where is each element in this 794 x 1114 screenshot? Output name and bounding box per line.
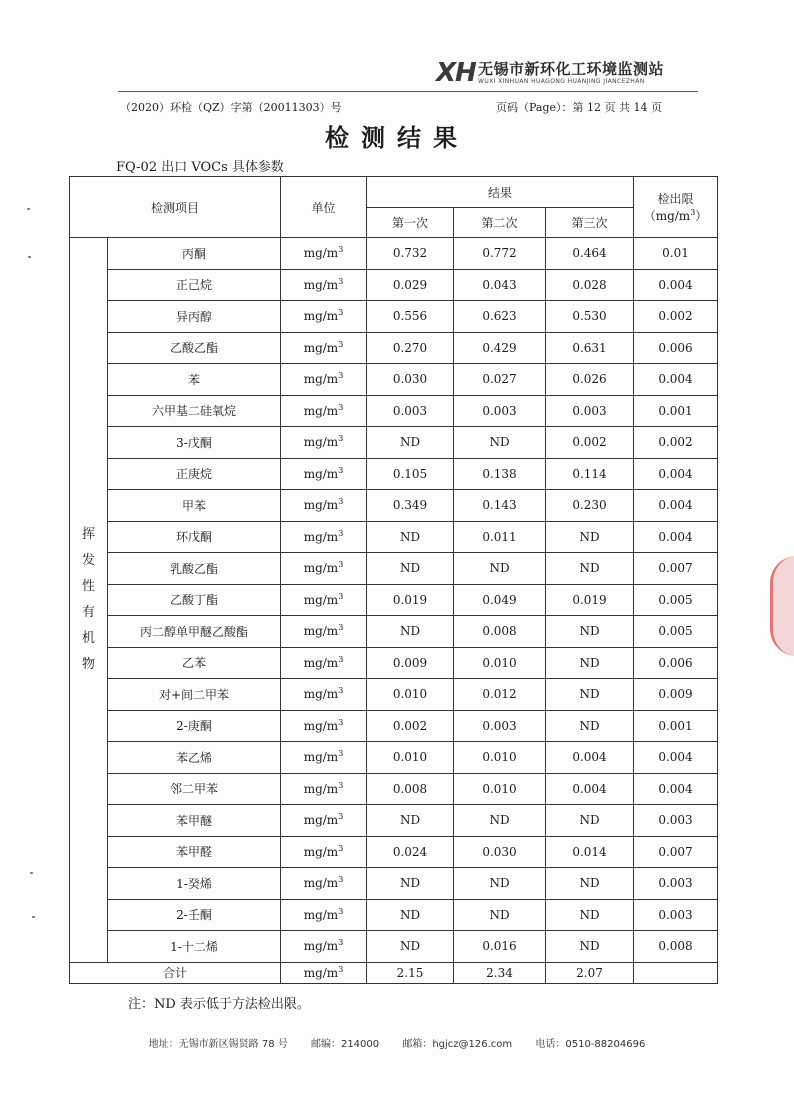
table-row	[70, 710, 718, 742]
compound-name: 正己烷	[108, 269, 281, 301]
result-run-2: 2.34	[454, 962, 546, 983]
detection-limit: 0.004	[634, 364, 718, 396]
detection-limit: 0.005	[634, 584, 718, 616]
footnote: 注：ND 表示低于方法检出限。	[128, 997, 310, 1012]
result-run-2: 0.011	[454, 521, 546, 553]
header-limit-close: ）	[695, 209, 708, 223]
unit-exponent: 3	[338, 402, 344, 412]
compound-name: 甲苯	[108, 490, 281, 522]
compound-name: 苯甲醛	[108, 836, 281, 868]
unit-base: mg/m	[303, 561, 339, 576]
unit-exponent: 3	[338, 560, 344, 570]
result-run-2: 0.138	[454, 458, 546, 490]
compound-name: 2-庚酮	[108, 710, 281, 742]
unit-cell	[281, 364, 367, 396]
unit-exponent: 3	[338, 875, 344, 885]
unit-exponent: 3	[338, 497, 344, 507]
result-run-2: ND	[454, 427, 546, 459]
compound-name: 乙酸丁酯	[108, 584, 281, 616]
table-row	[70, 332, 718, 364]
detection-limit: 0.004	[634, 742, 718, 774]
detection-limit: 0.006	[634, 332, 718, 364]
company-logo	[436, 48, 716, 92]
result-run-3: ND	[546, 868, 634, 900]
detection-limit: 0.002	[634, 301, 718, 333]
result-run-2: 0.623	[454, 301, 546, 333]
category-cell	[70, 238, 108, 963]
table-row	[70, 427, 718, 459]
result-run-1: 0.009	[367, 647, 454, 679]
result-run-3: 0.530	[546, 301, 634, 333]
result-run-2: 0.003	[454, 710, 546, 742]
result-run-1: 0.010	[367, 679, 454, 711]
detection-limit: 0.002	[634, 427, 718, 459]
result-run-2: ND	[454, 899, 546, 931]
table-row	[70, 931, 718, 963]
header-run-2: 第二次	[454, 208, 546, 238]
unit-base: mg/m	[303, 939, 339, 954]
unit-exponent: 3	[338, 339, 344, 349]
detection-limit: 0.004	[634, 521, 718, 553]
unit-exponent: 3	[338, 964, 344, 974]
result-run-1: ND	[367, 616, 454, 648]
table-row	[70, 805, 718, 837]
page-title: 检测结果	[325, 123, 469, 152]
unit-cell	[281, 899, 367, 931]
result-run-3: ND	[546, 805, 634, 837]
compound-name: 1-十二烯	[108, 931, 281, 963]
unit-cell	[281, 238, 367, 270]
scan-speck	[30, 872, 33, 874]
company-name: 无锡市新环化工环境监测站	[478, 60, 665, 78]
table-row	[70, 899, 718, 931]
detection-limit: 0.001	[634, 395, 718, 427]
unit-base: mg/m	[303, 466, 339, 481]
unit-exponent: 3	[338, 843, 344, 853]
result-run-2: 0.429	[454, 332, 546, 364]
table-row	[70, 616, 718, 648]
result-run-1: 0.105	[367, 458, 454, 490]
result-run-1: 0.349	[367, 490, 454, 522]
result-run-3: ND	[546, 899, 634, 931]
compound-name: 六甲基二硅氧烷	[108, 395, 281, 427]
footer-address: 地址：无锡市新区锡贤路 78 号	[148, 1039, 288, 1050]
unit-exponent: 3	[338, 686, 344, 696]
detection-limit: 0.001	[634, 710, 718, 742]
unit-base: mg/m	[303, 498, 339, 513]
result-run-3: 0.019	[546, 584, 634, 616]
unit-base: mg/m	[303, 435, 339, 450]
compound-name: 乳酸乙酯	[108, 553, 281, 585]
unit-cell	[281, 458, 367, 490]
result-run-1: 0.019	[367, 584, 454, 616]
compound-name: 对+间二甲苯	[108, 679, 281, 711]
unit-cell	[281, 553, 367, 585]
unit-base: mg/m	[303, 687, 339, 702]
result-run-3: 0.004	[546, 742, 634, 774]
unit-cell	[281, 931, 367, 963]
table-row	[70, 238, 718, 270]
table-row	[70, 647, 718, 679]
result-run-1: 0.002	[367, 710, 454, 742]
unit-base: mg/m	[303, 277, 339, 292]
result-run-3: ND	[546, 616, 634, 648]
footer-phone: 电话：0510-88204696	[535, 1039, 646, 1050]
table-row	[70, 364, 718, 396]
table-row	[70, 521, 718, 553]
header-divider	[118, 91, 698, 92]
result-run-1: 0.008	[367, 773, 454, 805]
header-run-3: 第三次	[546, 208, 634, 238]
unit-base: mg/m	[303, 907, 339, 922]
result-run-1: ND	[367, 868, 454, 900]
table-row	[70, 458, 718, 490]
result-run-2: 0.003	[454, 395, 546, 427]
result-run-1: ND	[367, 931, 454, 963]
table-subtitle: FQ-02 出口 VOCs 具体参数	[116, 160, 284, 175]
page-info: 页码（Page）：第 12 页 共 14 页	[496, 101, 662, 114]
result-run-2: 0.010	[454, 742, 546, 774]
unit-exponent: 3	[338, 434, 344, 444]
table-row	[70, 584, 718, 616]
unit-base: mg/m	[303, 965, 339, 980]
unit-base: mg/m	[303, 876, 339, 891]
table-header-row	[70, 177, 718, 208]
result-run-1: ND	[367, 899, 454, 931]
unit-cell	[281, 616, 367, 648]
unit-exponent: 3	[338, 717, 344, 727]
unit-base: mg/m	[303, 340, 339, 355]
unit-cell	[281, 301, 367, 333]
detection-limit: 0.007	[634, 836, 718, 868]
unit-cell	[281, 742, 367, 774]
result-run-3: 0.114	[546, 458, 634, 490]
result-run-3: 0.028	[546, 269, 634, 301]
header-run-1: 第一次	[367, 208, 454, 238]
unit-cell	[281, 647, 367, 679]
result-run-2: ND	[454, 868, 546, 900]
table-row	[70, 269, 718, 301]
unit-base: mg/m	[303, 750, 339, 765]
unit-cell	[281, 805, 367, 837]
unit-exponent: 3	[338, 654, 344, 664]
detection-limit: 0.004	[634, 773, 718, 805]
compound-name: 正庚烷	[108, 458, 281, 490]
unit-exponent: 3	[338, 245, 344, 255]
unit-base: mg/m	[303, 624, 339, 639]
unit-exponent: 3	[338, 780, 344, 790]
report-number: （2020）环检（QZ）字第（20011303）号	[120, 101, 342, 114]
detection-limit: 0.004	[634, 269, 718, 301]
category-label: 挥发性有机物	[81, 526, 95, 672]
detection-limit: 0.004	[634, 490, 718, 522]
unit-exponent: 3	[338, 591, 344, 601]
table-row	[70, 773, 718, 805]
result-run-3: ND	[546, 647, 634, 679]
detection-limit: 0.009	[634, 679, 718, 711]
unit-cell	[281, 584, 367, 616]
unit-cell	[281, 868, 367, 900]
results-table	[69, 176, 718, 984]
result-run-3: ND	[546, 521, 634, 553]
header-unit: 单位	[281, 177, 367, 238]
compound-name: 异丙醇	[108, 301, 281, 333]
result-run-1: ND	[367, 521, 454, 553]
compound-name: 环戊酮	[108, 521, 281, 553]
detection-limit: 0.004	[634, 458, 718, 490]
result-run-3: 0.014	[546, 836, 634, 868]
unit-exponent: 3	[338, 371, 344, 381]
unit-base: mg/m	[303, 309, 339, 324]
detection-limit: 0.008	[634, 931, 718, 963]
unit-cell	[281, 395, 367, 427]
unit-base: mg/m	[303, 372, 339, 387]
result-run-1: ND	[367, 805, 454, 837]
result-run-1: 0.003	[367, 395, 454, 427]
unit-exponent: 3	[338, 906, 344, 916]
compound-name: 苯甲醚	[108, 805, 281, 837]
result-run-1: 0.029	[367, 269, 454, 301]
unit-exponent: 3	[338, 276, 344, 286]
result-run-1: 2.15	[367, 962, 454, 983]
result-run-1: 0.732	[367, 238, 454, 270]
result-run-2: 0.043	[454, 269, 546, 301]
compound-name: 2-壬酮	[108, 899, 281, 931]
result-run-3: 2.07	[546, 962, 634, 983]
unit-base: mg/m	[303, 844, 339, 859]
result-run-2: 0.030	[454, 836, 546, 868]
compound-name: 苯乙烯	[108, 742, 281, 774]
unit-base: mg/m	[303, 403, 339, 418]
unit-base: mg/m	[303, 718, 339, 733]
seal-stamp-edge	[770, 556, 794, 656]
table-row	[70, 490, 718, 522]
unit-cell	[281, 836, 367, 868]
detection-limit: 0.01	[634, 238, 718, 270]
compound-name: 乙酸乙酯	[108, 332, 281, 364]
unit-exponent: 3	[338, 938, 344, 948]
result-run-2: 0.027	[454, 364, 546, 396]
header-limit-line1: 检出限	[657, 192, 694, 206]
unit-cell	[281, 269, 367, 301]
unit-cell	[281, 773, 367, 805]
result-run-2: 0.772	[454, 238, 546, 270]
unit-cell	[281, 521, 367, 553]
table-row	[70, 553, 718, 585]
unit-cell	[281, 332, 367, 364]
result-run-3: 0.002	[546, 427, 634, 459]
unit-cell	[281, 962, 367, 983]
unit-cell	[281, 710, 367, 742]
header-limit	[634, 177, 718, 238]
unit-exponent: 3	[338, 749, 344, 759]
unit-exponent: 3	[338, 528, 344, 538]
result-run-1: 0.024	[367, 836, 454, 868]
result-run-2: 0.012	[454, 679, 546, 711]
compound-name: 丙二醇单甲醚乙酸酯	[108, 616, 281, 648]
detection-limit: 0.006	[634, 647, 718, 679]
result-run-1: ND	[367, 427, 454, 459]
table-row	[70, 868, 718, 900]
detection-limit	[634, 962, 718, 983]
result-run-1: 0.010	[367, 742, 454, 774]
result-run-2: 0.016	[454, 931, 546, 963]
page-footer	[0, 1035, 794, 1050]
result-run-3: 0.004	[546, 773, 634, 805]
scan-speck	[27, 208, 30, 210]
result-run-1: 0.030	[367, 364, 454, 396]
unit-exponent: 3	[338, 308, 344, 318]
table-row	[70, 679, 718, 711]
result-run-3: 0.026	[546, 364, 634, 396]
unit-base: mg/m	[303, 813, 339, 828]
result-run-3: 0.003	[546, 395, 634, 427]
compound-name: 丙酮	[108, 238, 281, 270]
compound-name: 邻二甲苯	[108, 773, 281, 805]
footer-postcode: 邮编：214000	[310, 1039, 380, 1050]
result-run-1: ND	[367, 553, 454, 585]
result-run-2: 0.010	[454, 773, 546, 805]
result-run-2: 0.049	[454, 584, 546, 616]
header-item: 检测项目	[70, 177, 281, 238]
table-row	[70, 836, 718, 868]
detection-limit: 0.003	[634, 868, 718, 900]
result-run-1: 0.270	[367, 332, 454, 364]
unit-exponent: 3	[338, 623, 344, 633]
result-run-1: 0.556	[367, 301, 454, 333]
footer-email: 邮箱：hgjcz@126.com	[402, 1039, 513, 1050]
unit-exponent: 3	[338, 465, 344, 475]
unit-exponent: 3	[338, 812, 344, 822]
compound-name: 1-癸烯	[108, 868, 281, 900]
result-run-2: 0.010	[454, 647, 546, 679]
scan-speck	[32, 916, 35, 918]
table-row	[70, 395, 718, 427]
unit-base: mg/m	[303, 592, 339, 607]
unit-cell	[281, 679, 367, 711]
unit-base: mg/m	[303, 529, 339, 544]
result-run-3: 0.631	[546, 332, 634, 364]
unit-base: mg/m	[303, 781, 339, 796]
unit-base: mg/m	[303, 655, 339, 670]
table-row	[70, 301, 718, 333]
table-row	[70, 742, 718, 774]
detection-limit: 0.005	[634, 616, 718, 648]
result-run-3: ND	[546, 931, 634, 963]
result-run-3: ND	[546, 679, 634, 711]
result-run-2: ND	[454, 553, 546, 585]
total-row	[70, 962, 718, 983]
header-limit-line2: （mg/m	[643, 209, 691, 223]
header-result: 结果	[367, 177, 634, 208]
compound-name: 苯	[108, 364, 281, 396]
result-run-3: 0.464	[546, 238, 634, 270]
company-pinyin: WUXI XINHUAN HUAGONG HUANJING JIANCEZHAN	[478, 78, 645, 85]
compound-name: 3-戊酮	[108, 427, 281, 459]
result-run-3: ND	[546, 553, 634, 585]
logo-mark: XH	[436, 58, 476, 88]
result-run-3: ND	[546, 710, 634, 742]
unit-cell	[281, 427, 367, 459]
result-run-2: 0.008	[454, 616, 546, 648]
unit-cell	[281, 490, 367, 522]
result-run-2: 0.143	[454, 490, 546, 522]
result-run-3: 0.230	[546, 490, 634, 522]
detection-limit: 0.003	[634, 805, 718, 837]
header-limit-sup: 3	[690, 208, 696, 217]
detection-limit: 0.003	[634, 899, 718, 931]
scan-speck	[28, 256, 31, 258]
unit-base: mg/m	[303, 246, 339, 261]
detection-limit: 0.007	[634, 553, 718, 585]
compound-name: 乙苯	[108, 647, 281, 679]
total-label: 合计	[70, 962, 281, 983]
result-run-2: ND	[454, 805, 546, 837]
